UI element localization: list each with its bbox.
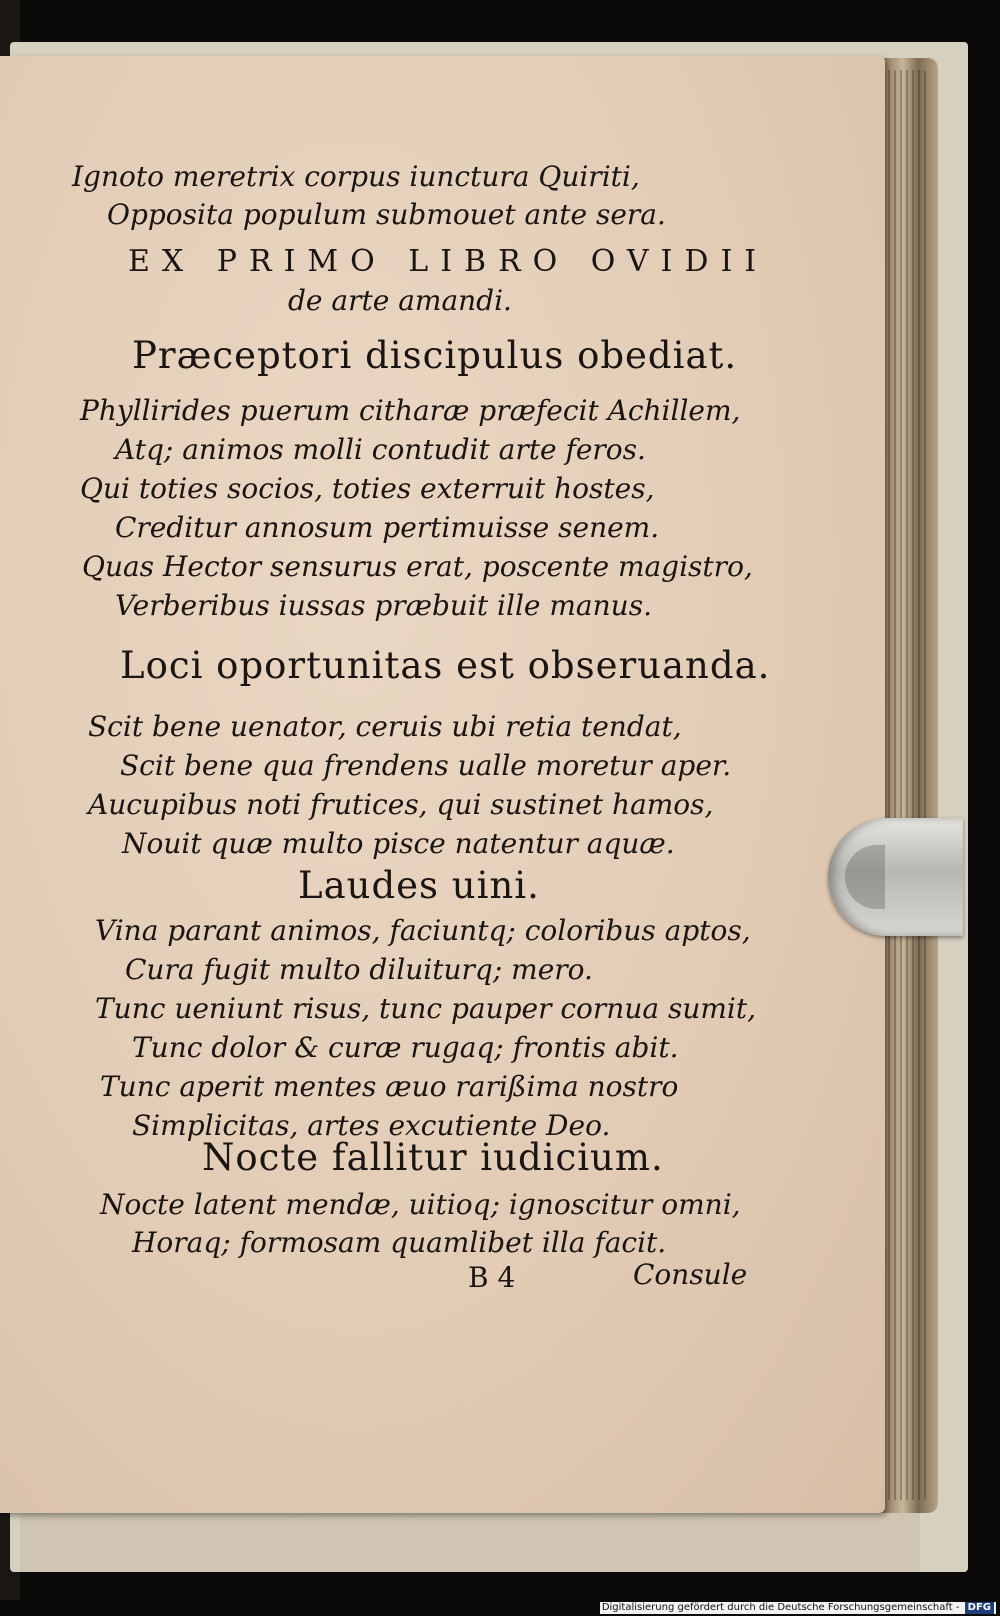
verse-line: Creditur annosum pertimuisse senem. [115,511,660,544]
verse-line: Vina parant animos, faciuntq; coloribus aptos, [95,914,751,947]
heading-nocte: Nocte fallitur iudicium. [202,1136,664,1179]
verse-line: Verberibus iussas præbuit ille manus. [115,589,652,622]
verse-line: Phyllirides puerum citharæ præfecit Achillem, [80,394,741,427]
verse-line: Tunc ueniunt risus, tunc pauper cornua sumit, [95,992,757,1025]
verse-line: Nouit quæ multo pisce natentur aquæ. [122,827,675,860]
verse-line: Horaq; formosam quamlibet illa facit. [132,1226,667,1259]
digitization-credit [600,1602,996,1614]
catchword: Consule [633,1258,748,1291]
heading-laudes: Laudes uini. [298,864,540,907]
verse-line: Aucupibus noti frutices, qui sustinet hamos, [88,788,714,821]
book-page [0,56,885,1513]
verse-line: Atq; animos molli contudit arte feros. [115,433,646,466]
page-bottom-edge [20,1512,920,1572]
verse-line: Tunc dolor & curæ rugaq; frontis abit. [132,1031,679,1064]
dfg-logo: DFG [965,1602,994,1614]
heading-preceptori: Præceptori discipulus obediat. [132,334,738,377]
verse-line: Scit bene uenator, ceruis ubi retia tendat, [88,710,682,743]
verse-line: Ignoto meretrix corpus iunctura Quiriti, [72,160,640,193]
credit-text: Digitalisierung gefördert durch die Deutsche Forschungsgemeinschaft - [601,1602,960,1613]
section-title: EX PRIMO LIBRO OVIDII [128,244,769,279]
verse-line: Qui toties socios, toties exterruit hostes, [80,472,655,505]
verse-line: Scit bene qua frendens ualle moretur aper. [120,749,732,782]
signature-mark: B 4 [468,1261,516,1294]
section-subtitle: de arte amandi. [288,284,512,317]
verse-line: Tunc aperit mentes æuo rarißima nostro [100,1070,679,1103]
verse-line: Simplicitas, artes excutiente Deo. [132,1109,611,1142]
heading-loci: Loci oportunitas est obseruanda. [120,644,771,687]
verse-line: Opposita populum submouet ante sera. [107,198,666,231]
verse-line: Nocte latent mendæ, uitioq; ignoscitur omni, [100,1188,741,1221]
verse-line: Quas Hector sensurus erat, poscente magistro, [82,550,753,583]
verse-line: Cura fugit multo diluiturq; mero. [125,953,593,986]
